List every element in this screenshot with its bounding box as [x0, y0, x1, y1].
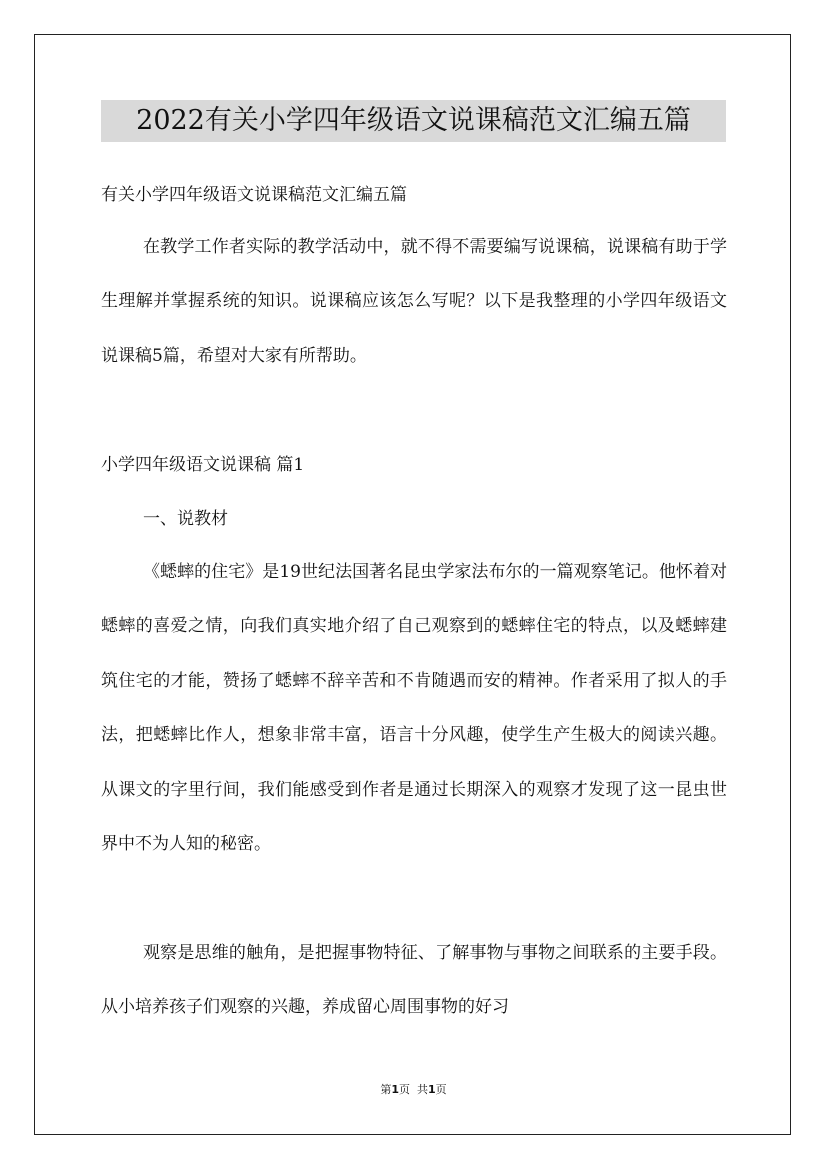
section-heading: 小学四年级语文说课稿 篇1 [101, 455, 305, 475]
footer-total-pages: 1 [428, 1083, 436, 1096]
footer-page-prefix: 第 [380, 1083, 392, 1096]
body-paragraph-1: 《蟋蟀的住宅》是19世纪法国著名昆虫学家法布尔的一篇观察笔记。他怀着对蟋蟀的喜爱之情，向我们真实地介绍了自己观察到的蟋蟀住宅的特点，以及蟋蟀建筑住宅的才能，赞扬了蟋蟀不辞辛苦和不肯随遇而安的精神。作者采用了拟人的手法，把蟋蟀比作人，想象非常丰富，语言十分风趣，使学生产生极大的阅读兴趣。从课文的字里行间，我们能感受到作者是通过长期深入的观察才发现了这一昆虫世界中不为人知的秘密。 [101, 562, 727, 855]
body-paragraph-2: 观察是思维的触角，是把握事物特征、了解事物与事物之间联系的主要手段。从小培养孩子们观察的兴趣，养成留心周围事物的好习 [101, 943, 727, 1018]
page-footer [0, 1082, 827, 1098]
subsection-heading: 一、说教材 [143, 509, 228, 529]
footer-total-prefix: 共 [417, 1083, 428, 1096]
document-subtitle: 有关小学四年级语文说课稿范文汇编五篇 [101, 185, 407, 205]
intro-paragraph: 在教学工作者实际的教学活动中，就不得不需要编写说课稿，说课稿有助于学生理解并掌握系统的知识。说课稿应该怎么写呢？以下是我整理的小学四年级语文说课稿5篇，希望对大家有所帮助。 [101, 237, 727, 366]
document-title: 2022有关小学四年级语文说课稿范文汇编五篇 [101, 100, 726, 142]
footer-total-suffix: 页 [435, 1083, 447, 1096]
footer-page-number: 1 [391, 1083, 399, 1096]
footer-page-suffix: 页 [399, 1083, 410, 1096]
